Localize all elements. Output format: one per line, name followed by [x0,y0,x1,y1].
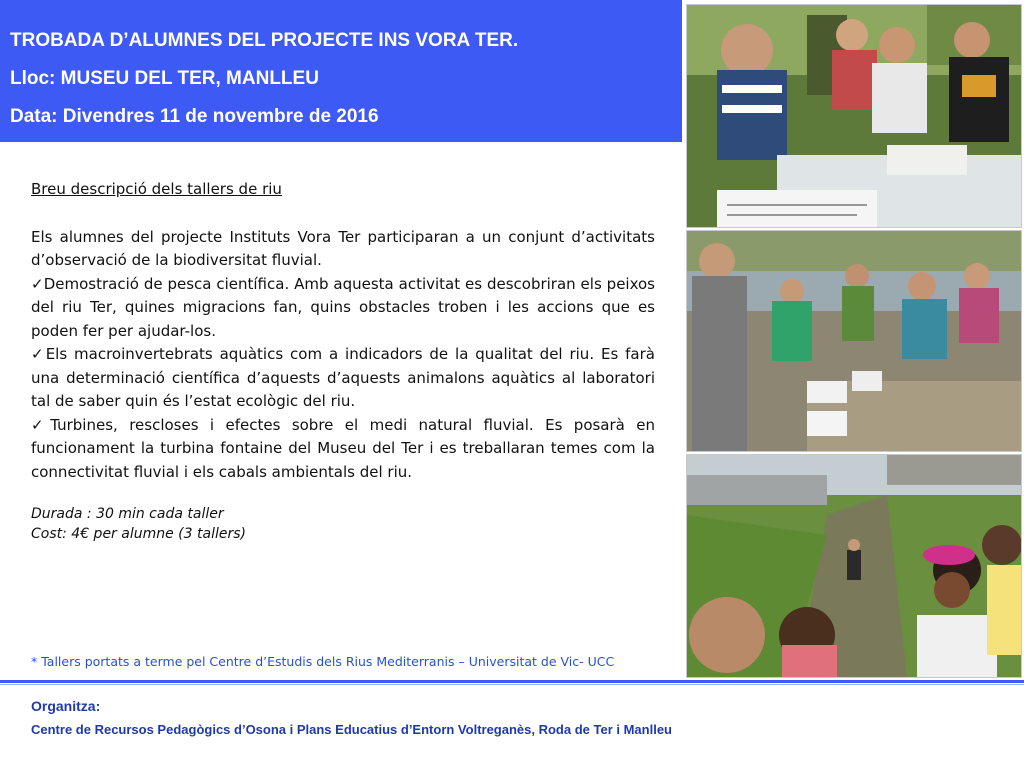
checkmark-icon: ✓ [31,274,44,293]
event-date: Data: Divendres 11 de novembre de 2016 [10,106,379,127]
bullet-item [31,414,655,485]
header-banner [0,0,682,142]
bullet-item [31,273,655,344]
checkmark-icon: ✓ [31,415,51,434]
cost-text: Cost: 4€ per alumne (3 tallers) [31,526,246,542]
description-section [31,178,655,544]
intro-paragraph: Els alumnes del projecte Instituts Vora Ter participaran a un conjunt d’activitats d’observació de la biodiversitat fluvial. [31,227,655,269]
event-title: TROBADA D’ALUMNES DEL PROJECTE INS VORA TER. [10,30,519,51]
photo-students-table [686,4,1022,228]
event-place: Lloc: MUSEU DEL TER, MANLLEU [10,68,319,89]
footer-divider [0,680,1024,683]
checkmark-icon: ✓ [31,345,46,363]
spacer [31,484,655,504]
bullet-item [31,343,655,414]
footnote: * Tallers portats a terme pel Centre d’Estudis dels Rius Mediterranis – Universitat de Vic- UCC [31,654,615,669]
duration-text: Durada : 30 min cada taller [31,506,224,522]
bullet-text: Turbines, rescloses i efectes sobre el medi natural fluvial. Es posarà en funcionament la turbina fontaine del Museu del Ter i es treballaran temes com la connectivitat fluvial i els cabals ambientals del riu. [31,415,655,481]
bullet-text: Demostració de pesca científica. Amb aquesta activitat es descobriran els peixos del riu Ter, quines migracions fan, quins obstacles troben i les accions que es poden fer per ajudar-los. [31,274,655,340]
photo-group-river [686,230,1022,452]
organizer-name: Centre de Recursos Pedagògics d’Osona i Plans Educatius d’Entorn Voltreganès, Roda de Ter i Manlleu [31,722,672,737]
section-title: Breu descripció dels tallers de riu [31,180,282,198]
organizer-label: Organitza: [31,698,101,714]
footer-divider-thin [0,684,1024,685]
bullet-text: Els macroinvertebrats aquàtics com a indicadors de la qualitat del riu. Es farà una determinació científica d’aquests d’aquests animalons aquàtics al laboratori tal de saber quin és l’estat ecològic del riu. [31,345,655,410]
photo-stream-students [686,454,1022,678]
